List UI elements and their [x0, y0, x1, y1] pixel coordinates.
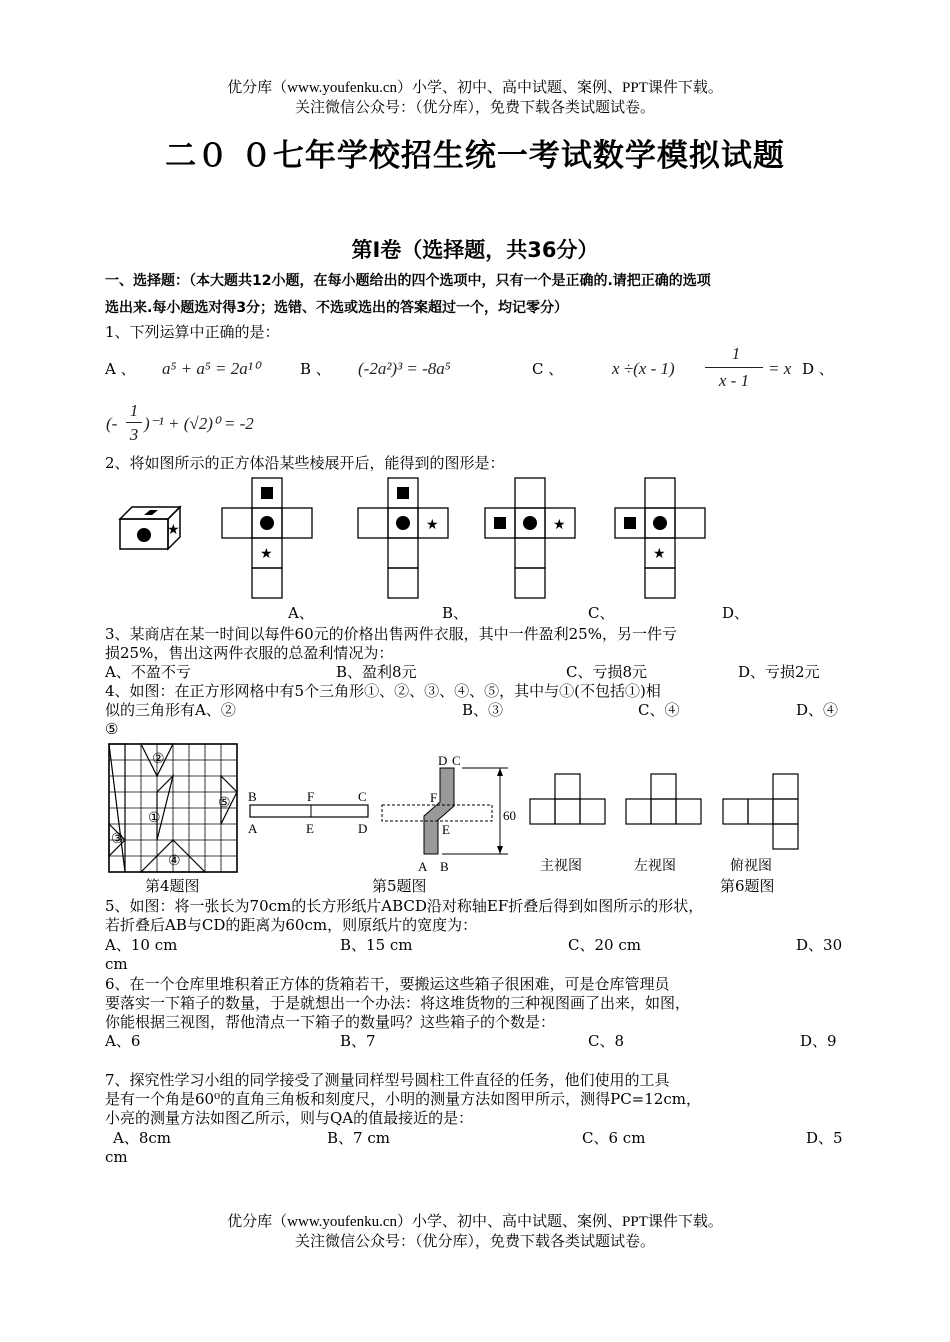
q1-label-d: D 、 [802, 360, 834, 378]
q6-line-2: 要落实一下箱子的数量，于是就想出一个办法：将这堆货物的三种视图画了出来，如图， [105, 994, 691, 1012]
section-title: 第Ⅰ卷（选择题，共36分） [351, 238, 599, 262]
svg-text:A: A [418, 859, 428, 874]
q6-line-3: 你能根据三视图，帮他清点一下箱子的数量吗？这些箱子的个数是： [105, 1013, 556, 1031]
mark-4: ④ [168, 853, 181, 869]
fraction-bar [705, 367, 763, 368]
q1-expr-a: a⁵ + a⁵ = 2a¹⁰ [162, 359, 260, 378]
q3-opt-b: B、盈利8元 [336, 663, 417, 681]
svg-text:D: D [358, 821, 368, 836]
cube-figure [118, 505, 182, 551]
q3-opt-a: A、不盈不亏 [105, 663, 191, 681]
svg-text:E: E [306, 821, 314, 836]
footer-line-1: 优分库（www.youfenku.cn）小学、初中、高中试题、案例、PPT课件下载。 [227, 1214, 723, 1230]
fig6-caption: 第6题图 [720, 877, 775, 895]
q1-expr-d-post: )⁻¹ + (√2)⁰ = -2 [144, 414, 254, 433]
net-option-b [358, 478, 450, 600]
q2-stem: 2、将如图所示的正方体沿某些棱展开后，能得到的图形是： [105, 454, 505, 472]
q5-line-1: 5、如图：将一张长为70cm的长方形纸片ABCD沿对称轴EF折叠后得到如图所示的形状， [105, 897, 704, 915]
front-view-label: 主视图 [540, 858, 582, 874]
q5-opt-a: A、10 cm [105, 936, 178, 954]
q1-expr-d-num: 1 [129, 401, 139, 420]
q3-opt-c: C、亏损8元 [566, 663, 648, 681]
q3-opt-d: D、亏损2元 [738, 663, 820, 681]
q7-line-2: 是有一个角是60⁰的直角三角板和刻度尺，小明的测量方法如图甲所示，测得PC=12cm， [105, 1090, 701, 1108]
svg-text:★: ★ [426, 517, 439, 533]
q7-opt-c: C、6 cm [582, 1129, 646, 1147]
q2-opt-c: C、 [588, 604, 615, 622]
net-option-c [485, 478, 577, 600]
svg-text:★: ★ [653, 546, 666, 562]
fig6-front-view [530, 773, 615, 825]
svg-text:D: D [438, 753, 448, 768]
q3-line-2: 损25%，售出这两件衣服的总盈利情况为： [105, 644, 394, 662]
q2-opt-b: B、 [442, 604, 469, 622]
svg-text:C: C [358, 789, 367, 804]
fig6-top-view [723, 773, 808, 851]
mark-2: ② [152, 751, 165, 767]
q5-line-2: 若折叠后AB与CD的距离为60cm，则原纸片的宽度为： [105, 916, 478, 934]
instructions-line-2: 选出来.每小题选对得3分；选错、不选或选出的答案超过一个，均记零分） [105, 300, 569, 316]
q1-expr-b: (-2a²)³ = -8a⁵ [358, 359, 451, 378]
q1-expr-c-left: x ÷(x - 1) [612, 359, 675, 378]
mark-1: ① [148, 810, 161, 826]
svg-text:B: B [440, 859, 449, 874]
q1-stem: 1、下列运算中正确的是： [105, 323, 280, 341]
q1-expr-c-num: 1 [731, 344, 741, 363]
q2-opt-a: A、 [288, 604, 314, 622]
q5-opt-d: D、30 [796, 936, 843, 954]
exam-title: 二０ ０七年学校招生统一考试数学模拟试题 [165, 138, 785, 174]
footer-line-2: 关注微信公众号：（优分库），免费下载各类试题试卷。 [294, 1234, 655, 1250]
q6-line-1: 6、在一个仓库里堆积着正方体的货箱若干，要搬运这些箱子很困难，可是仓库管理员 [105, 975, 670, 993]
q1-expr-d-pre: (- [106, 414, 118, 433]
mark-5: ⑤ [218, 795, 231, 811]
svg-text:B: B [248, 789, 257, 804]
svg-text:E: E [442, 822, 450, 837]
mark-3: ③ [111, 831, 124, 847]
fig5-strip [244, 788, 384, 838]
q6-opt-c: C、8 [588, 1032, 625, 1050]
q4-opt-c: C、④ [638, 701, 680, 719]
svg-text:★: ★ [553, 517, 566, 533]
q1-expr-d-den: 3 [129, 425, 139, 444]
q6-opt-a: A、6 [105, 1032, 141, 1050]
svg-text:F: F [307, 789, 315, 804]
fig4-caption: 第4题图 [145, 877, 200, 895]
svg-text:C: C [452, 753, 461, 768]
q7-opt-d: D、5 [806, 1129, 843, 1147]
top-view-label: 俯视图 [730, 858, 772, 874]
q4-opt-b: B、③ [462, 701, 504, 719]
q5-opt-b: B、15 cm [340, 936, 413, 954]
q7-line-3: 小亮的测量方法如图乙所示，则与QA的值最接近的是： [105, 1109, 474, 1127]
q1-label-c: C 、 [532, 360, 564, 378]
header-line-2: 关注微信公众号：（优分库），免费下载各类试题试卷。 [294, 100, 655, 116]
q7-line-1: 7、探究性学习小组的同学接受了测量同样型号圆柱工件直径的任务，他们使用的工具 [105, 1071, 670, 1089]
fig6-side-view [626, 773, 711, 825]
q4-line-2: 似的三角形有A、② [105, 701, 236, 719]
fig4-grid [108, 743, 238, 873]
side-view-label: 左视图 [634, 858, 676, 874]
net-option-d [615, 478, 707, 600]
fig5-caption: 第5题图 [372, 877, 427, 895]
svg-text:F: F [430, 790, 438, 805]
svg-text:60: 60 [503, 808, 516, 823]
q6-opt-b: B、7 [340, 1032, 376, 1050]
svg-text:★: ★ [260, 546, 273, 562]
net-option-a [222, 478, 312, 600]
fig5-folded [382, 750, 532, 875]
header-line-1: 优分库（www.youfenku.cn）小学、初中、高中试题、案例、PPT课件下载。 [227, 80, 723, 96]
q7-opt-a: A、8cm [113, 1129, 172, 1147]
q7-opt-b: B、7 cm [327, 1129, 390, 1147]
q2-opt-d: D、 [722, 604, 750, 622]
fraction-bar [126, 422, 142, 423]
instructions-line-1: 一、选择题：（本大题共12小题，在每小题给出的四个选项中，只有一个是正确的.请把正确的选项 [105, 273, 711, 289]
q1-label-b: B 、 [300, 360, 331, 378]
q6-opt-d: D、9 [800, 1032, 837, 1050]
q4-line-3: ⑤ [105, 720, 119, 738]
q5-line-3: cm [105, 955, 128, 973]
q1-label-a: A 、 [105, 360, 136, 378]
svg-text:A: A [248, 821, 258, 836]
q7-line-4: cm [105, 1148, 128, 1166]
q5-opt-c: C、20 cm [568, 936, 641, 954]
q1-expr-c-right: = x [768, 359, 792, 378]
q4-line-1: 4、如图：在正方形网格中有5个三角形①、②、③、④、⑤，其中与①(不包括①)相 [105, 682, 661, 700]
q3-line-1: 3、某商店在某一时间以每件60元的价格出售两件衣服，其中一件盈利25%，另一件亏 [105, 625, 677, 643]
q4-opt-d: D、④ [796, 701, 839, 719]
q1-expr-c-den: x - 1 [718, 371, 750, 390]
svg-text:★: ★ [167, 522, 180, 538]
